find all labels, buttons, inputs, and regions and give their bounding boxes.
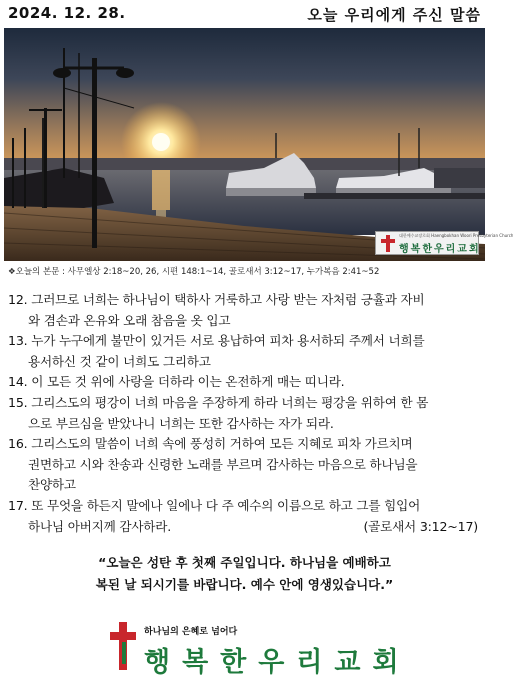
verse-line: 와 겸손과 온유와 오래 참음을 옷 입고 <box>28 312 231 328</box>
verse-13 <box>8 331 484 372</box>
verse-line: 17. 또 무엇을 하든지 말에나 일에나 다 주 예수의 이름으로 하고 그를 힘입어 <box>8 497 421 513</box>
message-line: “오늘은 성탄 후 첫째 주일입니다. 하나님을 예배하고 <box>98 555 391 570</box>
verse-14 <box>8 372 484 393</box>
scripture-passage <box>8 290 484 537</box>
verse-line: 12. 그러므로 너희는 하나님이 택하사 거룩하고 사랑 받는 자처럼 긍휼과 자비 <box>8 292 425 307</box>
verse-line: 하나님 아버지께 감사하라. <box>28 518 172 534</box>
cross-icon <box>108 622 138 670</box>
verse-line: 찬양하고 <box>28 477 76 493</box>
photo-illustration <box>4 28 485 261</box>
scripture-references <box>8 265 379 277</box>
verse-line: 용서하신 것 같이 너희도 그리하고 <box>28 353 211 369</box>
verse-line: 13. 누가 누구에게 불만이 있거든 서로 용납하여 피차 용서하되 주께서 너희를 <box>8 333 425 349</box>
diamond-bullet-icon: ❖ <box>8 267 16 277</box>
verse-line: 으로 부르심을 받았나니 너희는 또한 감사하는 자가 되라. <box>28 415 334 431</box>
church-watermark <box>375 231 513 255</box>
cross-icon <box>380 235 396 252</box>
references-text: 오늘의 본문 : 사무엘상 2:18~20, 26, 시편 148:1~14, 골로새서 3:12~17, 누가복음 2:41~52 <box>15 267 380 277</box>
message-line: 복된 날 되시기를 바랍니다. 예수 안에 영생있습니다.” <box>95 577 394 592</box>
church-name: 행복한우리교회 <box>144 647 411 678</box>
verse-15 <box>8 393 484 434</box>
watermark-church-name: 행복한우리교회 <box>399 244 481 255</box>
verse-line: 16. 그리스도의 말씀이 너희 속에 풍성히 거하여 모든 지혜로 피차 가르치며 <box>8 436 413 452</box>
verse-line: 14. 이 모든 것 위에 사랑을 더하라 이는 온전하게 매는 띠니라. <box>8 374 345 390</box>
passage-citation: (골로새서 3:12~17) <box>363 518 478 534</box>
harbor-sunset-photo <box>4 28 513 261</box>
logo-slogan: 하나님의 은혜로 넘어다 <box>144 627 238 637</box>
church-logo <box>108 622 411 678</box>
verse-line: 15. 그리스도의 평강이 너희 마음을 주장하게 하라 너희는 평강을 위하여 한 몸 <box>8 394 429 410</box>
date: 2024. 12. 28. <box>8 4 126 22</box>
closing-message <box>0 552 489 596</box>
watermark-subtitle: 대한예수교장로회 Haengbokhan Woori Presbyterian Church <box>399 233 513 238</box>
verse-16 <box>8 434 484 496</box>
verse-line: 권면하고 시와 찬송과 신령한 노래를 부르며 감사하는 마음으로 하나님을 <box>28 456 418 472</box>
header <box>8 4 481 26</box>
verse-12 <box>8 290 484 331</box>
page-title: 오늘 우리에게 주신 말씀 <box>307 6 481 24</box>
verse-17 <box>8 496 484 537</box>
